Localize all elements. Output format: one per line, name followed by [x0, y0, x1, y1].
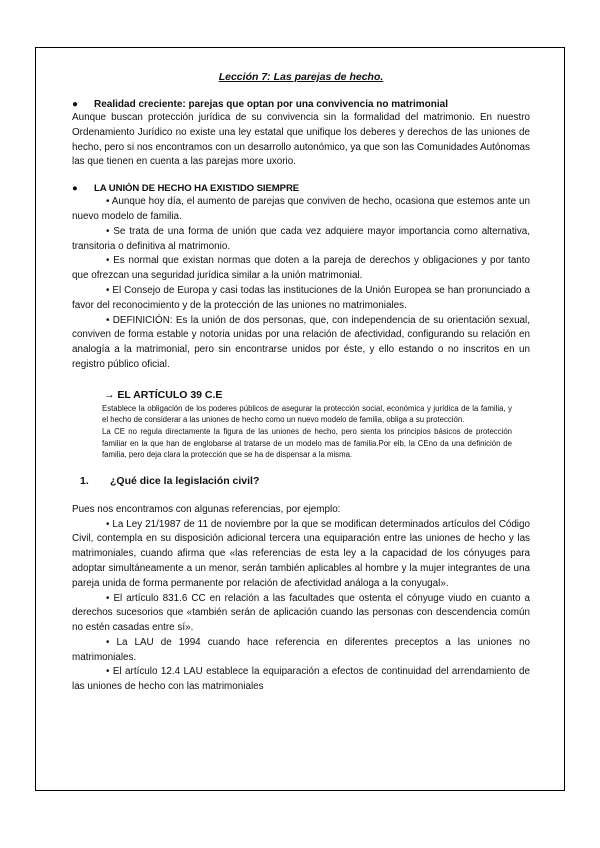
- article-paragraph: Establece la obligación de los poderes públicos de asegurar la protección social, económica y jurídica de la familia, y el hecho de considerar a las uniones de hecho como un nuevo modelo de familia, obliga a su protección.: [102, 403, 512, 425]
- section-number: 1.: [80, 474, 89, 487]
- list-item: • Aunque hoy día, el aumento de parejas que conviven de hecho, ocasiona que estemos ante un nuevo modelo de familia.: [72, 196, 530, 222]
- list-item: • Es normal que existan normas que doten a la pareja de derechos y obligaciones y por tanto que ofrezcan una seguridad jurídica similar a la unión matrimonial.: [72, 255, 530, 282]
- section-heading-realidad: [72, 99, 530, 110]
- paragraph-realidad: Aunque buscan protección jurídica de su convivencia sin la formalidad del matrimonio. En nuestro Ordenamiento Jurídico no existe una ley estatal que unifique los deberes y derechos de las uniones de hecho, pero si nos encontramos con un desarrollo autonómico, ya que son las Comunidades Autónomas las que tienen en cuenta a las parejas more uxorio.: [72, 112, 530, 168]
- heading-text: ¿Qué dice la legislación civil?: [110, 474, 260, 487]
- heading-text: LA UNIÓN DE HECHO HA EXISTIDO SIEMPRE: [94, 183, 300, 195]
- list-item: • DEFINICIÓN: Es la unión de dos personas, que, con independencia de su orientación sexual, conviven de forma estable y notoria unidas por una relación de afectividad, configurando su relación en analogía a la matrimonial, pero sin encontrarse unidos por éste, y ello estando o no inscritos en un registro público oficial.: [72, 314, 530, 370]
- list-item: • La Ley 21/1987 de 11 de noviembre por la que se modifican determinados artículos del Código Civil, contempla en su disposición adicional tercera una equiparación entre las uniones de hecho y las matrimoniales, cuando afirma que «las referencias de esta ley a la capacidad de los cónyuges para adoptar simultáneamente a un menor, serán también aplicables al hombre y la mujer integrantes de una pareja unida de forma permanente por relación de afectividad análoga a la conyugal».: [72, 518, 530, 589]
- heading-text: Realidad creciente: parejas que optan por una convivencia no matrimonial: [94, 99, 448, 110]
- bullet-icon: ●: [72, 99, 79, 110]
- list-item: • La LAU de 1994 cuando hace referencia en diferentes preceptos a las uniones no matrimoniales.: [72, 636, 530, 663]
- list-item: • El artículo 831.6 CC en relación a las facultades que ostenta el cónyuge viudo en cuanto a derechos sucesorios que «también serán de aplicación cuando las personas con descendencia común no estén casadas entre sí».: [72, 592, 530, 634]
- section-heading-legislacion: [80, 475, 530, 487]
- document-body: [72, 71, 530, 695]
- article-block: [102, 403, 512, 461]
- list-item: • Se trata de una forma de unión que cada vez adquiere mayor importancia como alternativa, transitoria o definitiva al matrimonio.: [72, 225, 530, 252]
- article-heading: → EL ARTÍCULO 39 C.E: [104, 388, 223, 401]
- bullet-icon: ●: [72, 183, 78, 195]
- paragraph-intro: Pues nos encontramos con algunas referencias, por ejemplo:: [72, 503, 341, 515]
- list-item: • El Consejo de Europa y casi todas las instituciones de la Unión Europea se han pronunciado a favor del reconocimiento y de la protección de las uniones no matrimoniales.: [72, 284, 530, 311]
- list-item: • El artículo 12.4 LAU establece la equiparación a efectos de continuidad del arrendamiento de las uniones de hecho con las matrimoniales: [72, 666, 530, 693]
- article-paragraph: La CE no regula directamente la figura de las uniones de hecho, pero sienta los principios básicos de protección familiar en la que han de englobarse al tratarse de un modelo mas de familia.Por elb, la CEno da una definición de familia, pero deja clara la protección que se ha de dispensar a la misma.: [102, 426, 512, 460]
- section-heading-union: [72, 183, 530, 195]
- lesson-title: Lección 7: Las parejas de hecho.: [218, 71, 384, 83]
